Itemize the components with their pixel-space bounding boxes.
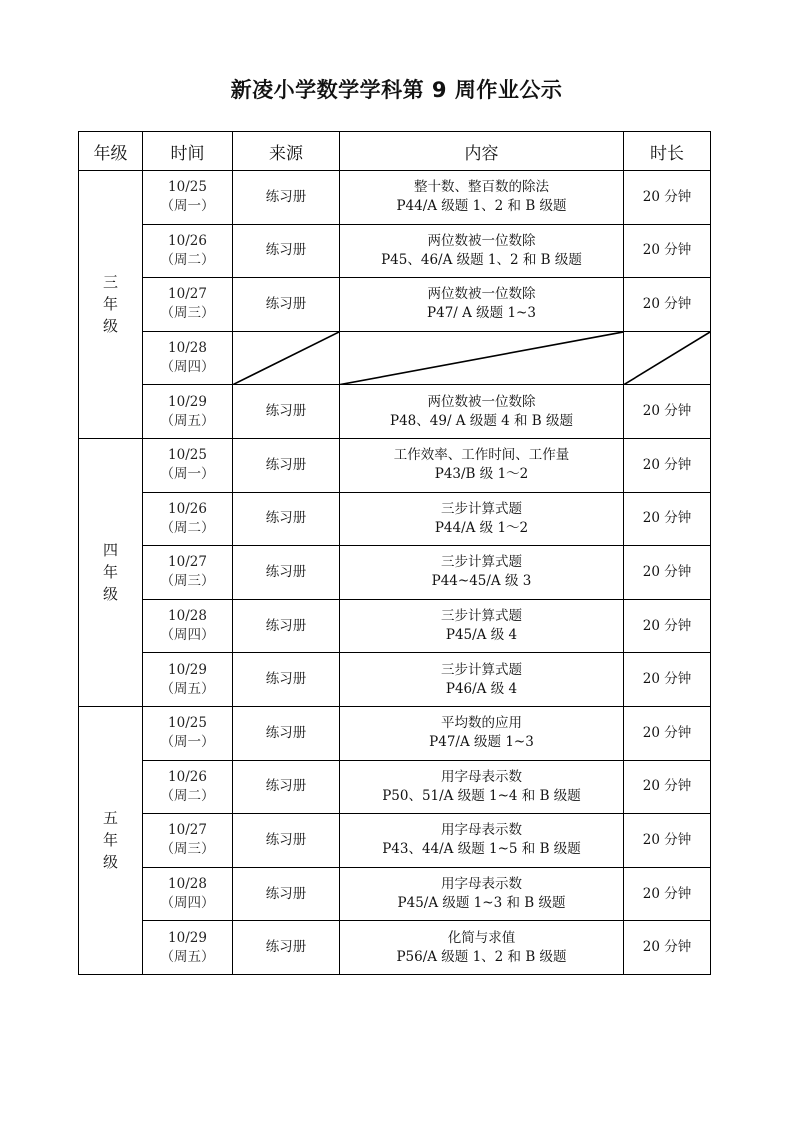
weekday-text: （周五） [160,680,215,697]
header-row [79,132,711,171]
content-topic: 两位数被一位数除 [427,232,536,249]
content-cell [340,278,624,332]
content-topic: 用字母表示数 [441,822,522,839]
content-cell [340,385,624,439]
source-cell: 练习册 [233,653,340,707]
date-text: 10/28 [168,608,207,625]
grade-cell [79,171,143,439]
grade-char: 三 [102,273,118,292]
grade-char: 年 [102,295,118,314]
content-cell [340,492,624,546]
date-cell [143,278,233,332]
duration-cell: 20 分钟 [624,224,711,278]
grade-char: 四 [102,541,118,560]
content-cell [340,438,624,492]
weekday-text: （周二） [160,519,215,536]
content-pages: P43、44/A 级题 1~5 和 B 级题 [382,841,581,858]
grade-cell [79,706,143,974]
source-cell: 练习册 [233,385,340,439]
source-cell: 练习册 [233,278,340,332]
date-cell [143,814,233,868]
content-cell [340,867,624,921]
grade-char: 年 [102,831,118,850]
duration-cell: 20 分钟 [624,653,711,707]
source-cell: 练习册 [233,706,340,760]
date-cell [143,653,233,707]
header-source: 来源 [233,132,340,171]
duration-cell: 20 分钟 [624,814,711,868]
date-cell [143,492,233,546]
content-pages: P45/A 级题 1~3 和 B 级题 [397,895,566,912]
weekday-text: （周四） [160,359,215,376]
homework-table [78,131,711,975]
date-cell [143,867,233,921]
content-cell [340,546,624,600]
date-cell [143,385,233,439]
duration-cell: 20 分钟 [624,546,711,600]
duration-cell: 20 分钟 [624,706,711,760]
content-pages: P50、51/A 级题 1~4 和 B 级题 [382,787,581,804]
date-cell [143,171,233,225]
content-cell [340,171,624,225]
content-topic: 平均数的应用 [441,715,522,732]
duration-cell: 20 分钟 [624,921,711,975]
weekday-text: （周五） [160,948,215,965]
content-pages: P44/A 级 1～2 [434,519,529,536]
table-row [79,921,711,975]
content-pages: P45/A 级 4 [445,627,518,644]
date-text: 10/29 [168,661,207,678]
source-cell-empty [233,331,340,385]
date-cell [143,599,233,653]
date-text: 10/27 [168,554,207,571]
content-topic: 用字母表示数 [441,768,522,785]
weekday-text: （周一） [160,466,215,483]
weekday-text: （周二） [160,787,215,804]
content-topic: 三步计算式题 [441,500,522,517]
weekday-text: （周五） [160,412,215,429]
content-cell [340,706,624,760]
date-text: 10/28 [168,340,207,357]
content-topic: 工作效率、工作时间、工作量 [393,447,570,464]
header-content: 内容 [340,132,624,171]
source-cell: 练习册 [233,760,340,814]
table-row [79,438,711,492]
content-pages: P46/A 级 4 [445,680,518,697]
content-cell [340,814,624,868]
table-row [79,814,711,868]
page-title: 新凌小学数学学科第 9 周作业公示 [230,78,563,102]
date-text: 10/26 [168,768,207,785]
date-text: 10/29 [168,393,207,410]
weekday-text: （周三） [160,573,215,590]
table-row [79,171,711,225]
weekday-text: （周一） [160,734,215,751]
content-topic: 三步计算式题 [441,554,522,571]
header-grade: 年级 [79,132,143,171]
source-cell: 练习册 [233,599,340,653]
source-cell: 练习册 [233,171,340,225]
date-text: 10/27 [168,822,207,839]
content-pages: P47/ A 级题 1~3 [427,305,536,322]
source-cell: 练习册 [233,546,340,600]
date-text: 10/29 [168,929,207,946]
duration-cell: 20 分钟 [624,278,711,332]
duration-cell: 20 分钟 [624,760,711,814]
source-cell: 练习册 [233,921,340,975]
weekday-text: （周三） [160,841,215,858]
content-topic: 两位数被一位数除 [427,393,536,410]
duration-cell-empty [624,331,711,385]
table-row [79,492,711,546]
content-topic: 三步计算式题 [441,608,522,625]
content-topic: 用字母表示数 [441,876,522,893]
diagonal-strike [340,332,623,385]
table-row [79,278,711,332]
header-time: 时间 [143,132,233,171]
duration-cell: 20 分钟 [624,492,711,546]
table-row [79,331,711,385]
weekday-text: （周一） [160,198,215,215]
grade-cell [79,438,143,706]
content-pages: P44~45/A 级 3 [431,573,532,590]
grade-char: 五 [102,809,118,828]
content-cell [340,921,624,975]
date-cell [143,438,233,492]
date-cell [143,224,233,278]
source-cell: 练习册 [233,438,340,492]
table-row [79,760,711,814]
content-topic: 化简与求值 [447,929,516,946]
content-cell [340,599,624,653]
date-text: 10/25 [168,447,207,464]
content-pages: P43/B 级 1～2 [434,466,529,483]
weekday-text: （周四） [160,627,215,644]
date-text: 10/25 [168,179,207,196]
content-topic: 整十数、整百数的除法 [414,179,549,196]
date-cell [143,760,233,814]
content-topic: 两位数被一位数除 [427,286,536,303]
content-pages: P56/A 级题 1、2 和 B 级题 [396,948,567,965]
date-text: 10/27 [168,286,207,303]
date-cell [143,706,233,760]
duration-cell: 20 分钟 [624,171,711,225]
header-duration: 时长 [624,132,711,171]
table-row [79,706,711,760]
grade-char: 级 [102,585,118,604]
table-row [79,653,711,707]
date-text: 10/26 [168,500,207,517]
grade-char: 级 [102,317,118,336]
content-pages: P44/A 级题 1、2 和 B 级题 [396,198,567,215]
source-cell: 练习册 [233,867,340,921]
table-row [79,385,711,439]
date-cell [143,921,233,975]
date-text: 10/28 [168,876,207,893]
diagonal-strike [233,332,339,385]
table-row [79,546,711,600]
duration-cell: 20 分钟 [624,385,711,439]
date-cell [143,331,233,385]
weekday-text: （周二） [160,251,215,268]
content-cell-empty [340,331,624,385]
content-topic: 三步计算式题 [441,661,522,678]
grade-char: 年 [102,563,118,582]
duration-cell: 20 分钟 [624,599,711,653]
duration-cell: 20 分钟 [624,438,711,492]
diagonal-strike [624,332,710,385]
source-cell: 练习册 [233,492,340,546]
table-row [79,867,711,921]
weekday-text: （周四） [160,895,215,912]
content-pages: P48、49/ A 级题 4 和 B 级题 [390,412,573,429]
table-row [79,224,711,278]
table-row [79,599,711,653]
date-text: 10/26 [168,232,207,249]
date-text: 10/25 [168,715,207,732]
duration-cell: 20 分钟 [624,867,711,921]
content-cell [340,224,624,278]
content-cell [340,653,624,707]
grade-char: 级 [102,853,118,872]
table-body [79,171,711,975]
content-cell [340,760,624,814]
source-cell: 练习册 [233,224,340,278]
content-pages: P45、46/A 级题 1、2 和 B 级题 [381,251,582,268]
weekday-text: （周三） [160,305,215,322]
date-cell [143,546,233,600]
source-cell: 练习册 [233,814,340,868]
content-pages: P47/A 级题 1~3 [429,734,534,751]
